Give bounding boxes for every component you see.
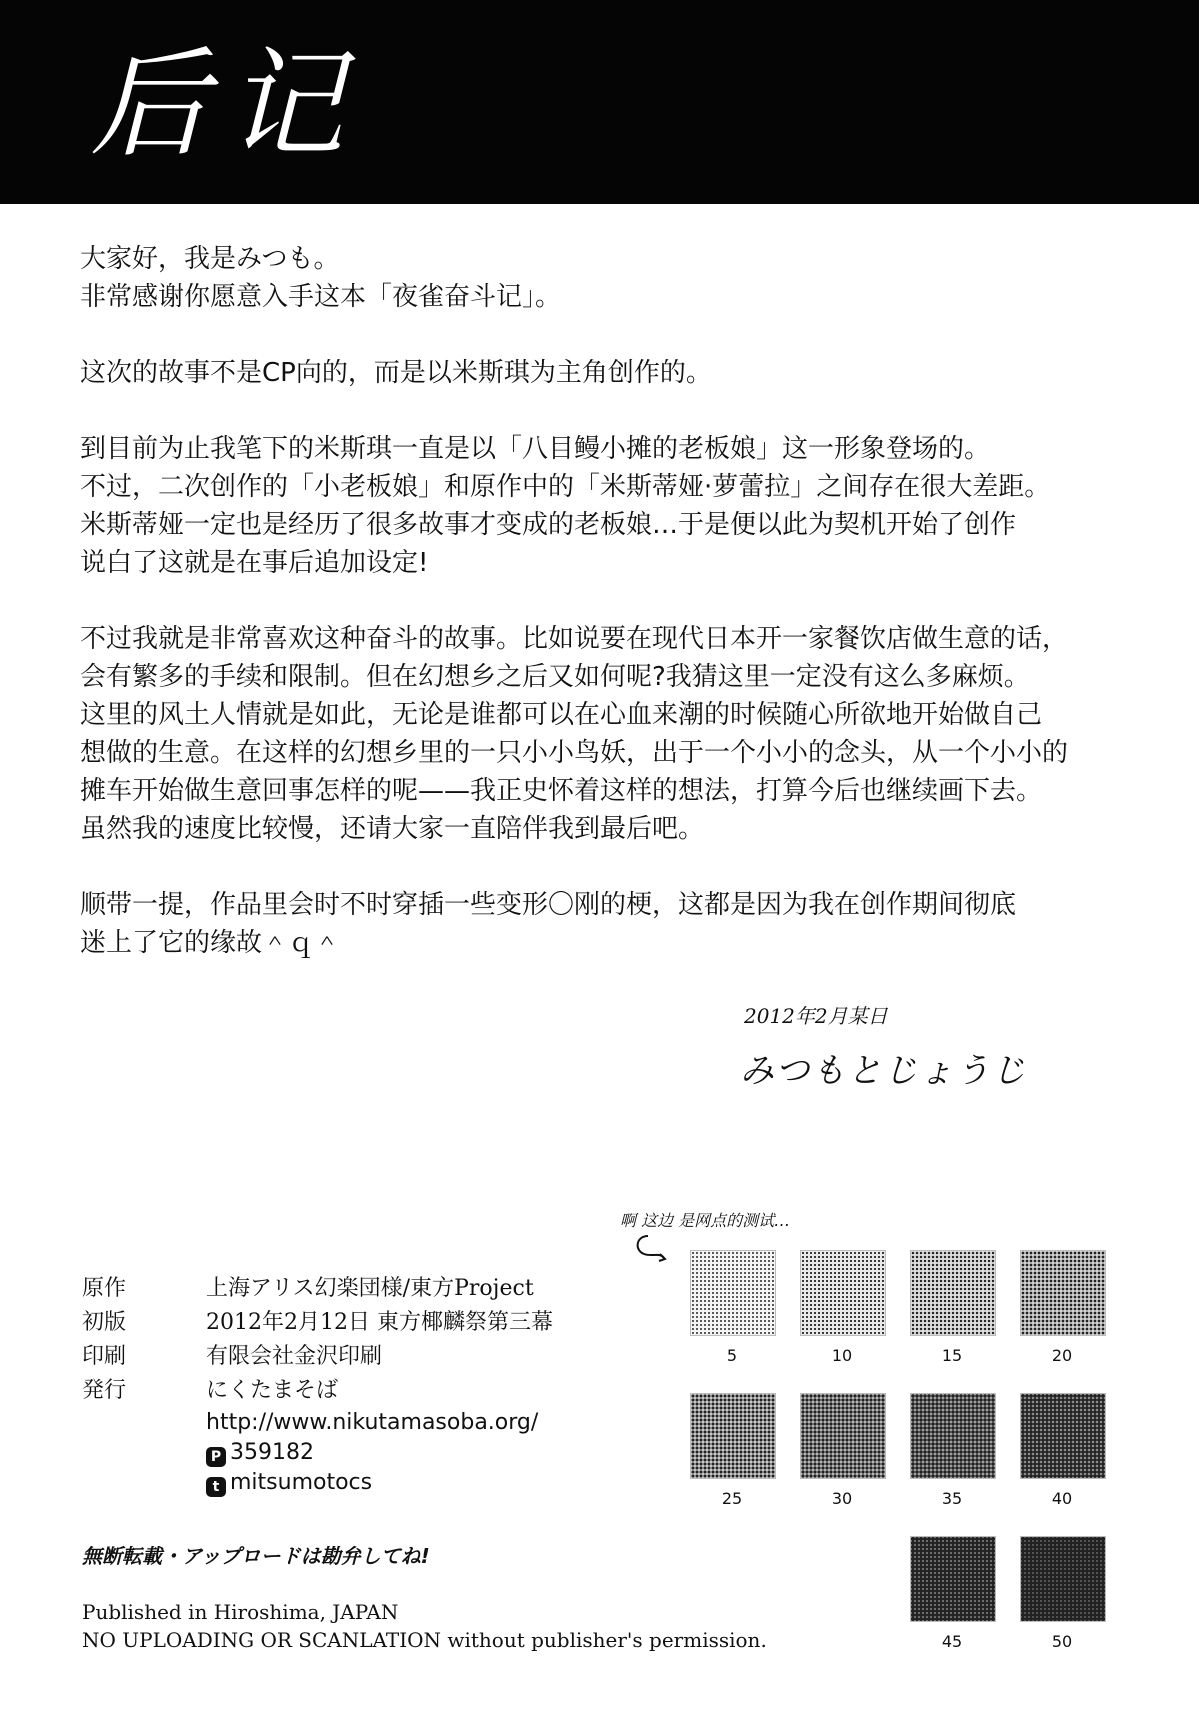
tone-swatch-label: 15 [941, 1346, 963, 1365]
signature-date: 2012年2月某日 [744, 1004, 888, 1028]
colophon-key: 発行 [82, 1378, 127, 1403]
tone-swatch-label: 40 [1051, 1489, 1073, 1508]
paragraph-line: 摊车开始做生意回事怎样的呢——我正史怀着这样的想法，打算今后也继续画下去。 [80, 776, 1043, 806]
paragraph-line: 不过我就是非常喜欢这种奋斗的故事。比如说要在现代日本开一家餐饮店做生意的话， [80, 624, 1069, 654]
paragraph-line: 迷上了它的缘故＾ｑ＾ [80, 928, 341, 958]
tone-swatch [910, 1536, 996, 1622]
paragraph-line: 会有繁多的手续和限制。但在幻想乡之后又如何呢?我猜这里一定没有这么多麻烦。 [80, 662, 1030, 692]
tone-swatch [1020, 1250, 1106, 1336]
header-band [0, 0, 1199, 204]
twitter-id: mitsumotocs [230, 1470, 373, 1495]
colophon-key: 原作 [82, 1276, 127, 1301]
tone-swatch-label: 25 [721, 1489, 743, 1508]
paragraph-line: 到目前为止我笔下的米斯琪一直是以「八目鳗小摊的老板娘」这一形象登场的。 [80, 434, 991, 464]
colophon-row [82, 1374, 553, 1408]
colophon-value: 上海アリス幻楽団様/東方Project [206, 1276, 534, 1301]
tone-swatch [690, 1393, 776, 1479]
signature-block [740, 1000, 1120, 1092]
no-scanlation-notice: NO UPLOADING OR SCANLATION without publisher's permission. [82, 1628, 767, 1652]
colophon-value: 2012年2月12日 東方椰麟祭第三幕 [206, 1310, 553, 1335]
no-reupload-warning: 無断転載・アップロードは勘弁してね! [82, 1544, 430, 1568]
tone-swatch [690, 1250, 776, 1336]
tone-swatch-label: 45 [941, 1632, 963, 1651]
tone-swatch [1020, 1536, 1106, 1622]
paragraph [80, 354, 1140, 392]
paragraph-line: 非常感谢你愿意入手这本「夜雀奋斗记」。 [80, 282, 562, 312]
paragraph-line: 这里的风土人情就是如此，无论是谁都可以在心血来潮的时候随心所欲地开始做自己 [80, 700, 1043, 730]
paragraph-line: 想做的生意。在这样的幻想乡里的一只小小鸟妖，出于一个小小的念头，从一个小小的 [80, 738, 1069, 768]
page-title: 后记 [90, 35, 363, 173]
tone-swatch-label: 20 [1051, 1346, 1073, 1365]
colophon-row [82, 1306, 553, 1340]
paragraph-line: 米斯蒂娅一定也是经历了很多故事才变成的老板娘…于是便以此为契机开始了创作 [80, 510, 1017, 540]
tone-swatch-label: 30 [831, 1489, 853, 1508]
paragraph-line: 说白了这就是在事后追加设定! [80, 548, 429, 578]
tone-swatch [800, 1250, 886, 1336]
curl-arrow-icon [630, 1232, 670, 1268]
paragraph [80, 430, 1140, 582]
paragraph [80, 240, 1140, 316]
tone-swatch-label: 5 [726, 1346, 738, 1365]
tone-swatch-label: 10 [831, 1346, 853, 1365]
colophon-value: にくたまそば [206, 1378, 339, 1403]
paragraph-line: 这次的故事不是CP向的，而是以米斯琪为主角创作的。 [80, 358, 712, 388]
pixiv-id: 359182 [230, 1440, 314, 1465]
paragraph-line: 大家好，我是みつも。 [80, 244, 340, 274]
twitter-line [206, 1468, 553, 1498]
tone-swatch [1020, 1393, 1106, 1479]
paragraph-line: 虽然我的速度比较慢，还请大家一直陪伴我到最后吧。 [80, 814, 705, 844]
tone-swatch [800, 1393, 886, 1479]
colophon-key: 印刷 [82, 1344, 127, 1369]
colophon-row [82, 1340, 553, 1374]
tone-swatch [910, 1393, 996, 1479]
website-url[interactable]: http://www.nikutamasoba.org/ [206, 1410, 539, 1435]
twitter-icon: t [206, 1477, 226, 1497]
paragraph-line: 顺带一提，作品里会时不时穿插一些变形〇刚的梗，这都是因为我在创作期间彻底 [80, 890, 1017, 920]
signature-name: みつもとじょうじ [740, 1051, 1028, 1091]
paragraph [80, 620, 1140, 848]
published-location: Published in Hiroshima, JAPAN [82, 1600, 399, 1624]
tone-test-note: 啊 这边 是网点的测试… [620, 1211, 791, 1230]
publisher-notice [82, 1598, 767, 1654]
colophon [82, 1272, 553, 1498]
pixiv-icon: P [206, 1447, 226, 1467]
tone-swatch-label: 50 [1051, 1632, 1073, 1651]
colophon-value: 有限会社金沢印刷 [206, 1344, 383, 1369]
tone-swatch [910, 1250, 996, 1336]
pixiv-line [206, 1438, 553, 1468]
colophon-row [82, 1272, 553, 1306]
paragraph [80, 886, 1140, 962]
colophon-key: 初版 [82, 1310, 127, 1335]
tone-swatch-label: 35 [941, 1489, 963, 1508]
paragraph-line: 不过，二次创作的「小老板娘」和原作中的「米斯蒂娅·萝蕾拉」之间存在很大差距。 [80, 472, 1051, 502]
afterword-body [80, 240, 1140, 1000]
